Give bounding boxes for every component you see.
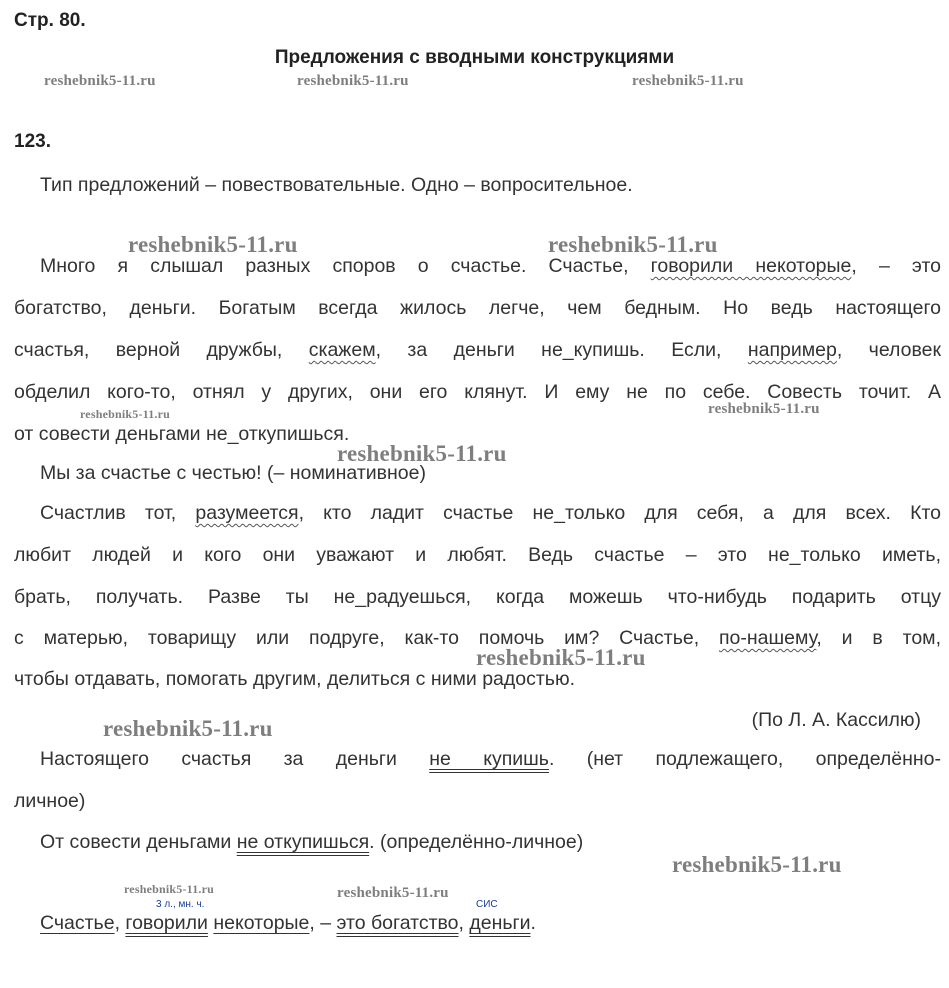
text-line: обделил кого-то, отнял у других, они его клянут. И ему не по себе. Совесть точит. А — [14, 381, 941, 403]
watermark: reshebnik5-11.ru — [708, 401, 820, 417]
page-number: Стр. 80. — [14, 10, 86, 31]
introductory-word: разумеется — [195, 502, 299, 524]
analysis-line: От совести деньгами не откупишься. (определённо-личное) — [40, 831, 584, 853]
introductory-word: например — [747, 339, 837, 361]
watermark: reshebnik5-11.ru — [672, 852, 842, 877]
grammar-note: СИС — [476, 899, 498, 910]
predicate: деньги — [469, 912, 531, 934]
watermark: reshebnik5-11.ru — [297, 73, 409, 89]
text-line: с матерью, товарищу или подруге, как-то помочь им? Счастье, по-нашему, и в том, — [14, 627, 941, 649]
text-line: от совести деньгами не_откупишься. — [14, 423, 350, 445]
text-line: счастья, верной дружбы, скажем, за деньги не_купишь. Если, например, человек — [14, 339, 941, 361]
introductory-word: по-нашему — [718, 627, 817, 649]
watermark: reshebnik5-11.ru — [476, 645, 646, 670]
introductory-phrase: говорили некоторые — [650, 255, 852, 277]
analysis-line: личное) — [14, 790, 86, 812]
analysis-line: Настоящего счастья за деньги не купишь. (нет подлежащего, определённо- — [40, 748, 941, 770]
grammar-note: 3 л., мн. ч. — [156, 899, 205, 910]
watermark: reshebnik5-11.ru — [80, 407, 170, 421]
text-line: любит людей и кого они уважают и любят. Ведь счастье – это не_только иметь, — [14, 544, 941, 566]
watermark: reshebnik5-11.ru — [548, 232, 718, 257]
watermark: reshebnik5-11.ru — [44, 73, 156, 89]
predicate: это богатство — [336, 912, 459, 934]
watermark: reshebnik5-11.ru — [632, 73, 744, 89]
page-title: Предложения с вводными конструкциями — [274, 47, 675, 68]
text-line: чтобы отдавать, помогать другим, делиться с ними радостью. — [14, 668, 575, 690]
text-line: брать, получать. Разве ты не_радуешься, когда можешь что-нибудь подарить отцу — [14, 586, 941, 608]
watermark: reshebnik5-11.ru — [103, 716, 273, 741]
text-line: Мы за счастье с честью! (– номинативное) — [40, 462, 426, 484]
watermark: reshebnik5-11.ru — [128, 232, 298, 257]
text-line: богатство, деньги. Богатым всегда жилось легче, чем бедным. Но ведь настоящего — [14, 297, 941, 319]
source-attribution: (По Л. А. Кассилю) — [751, 709, 921, 731]
introductory-subject: некоторые — [213, 912, 310, 934]
text-line: Много я слышал разных споров о счастье. Счастье, говорили некоторые, – это — [40, 255, 942, 277]
watermark: reshebnik5-11.ru — [124, 882, 214, 896]
watermark: reshebnik5-11.ru — [337, 441, 507, 466]
introductory-word: скажем — [308, 339, 376, 361]
exercise-number: 123. — [14, 131, 51, 152]
intro-line: Тип предложений – повествовательные. Одно – вопросительное. — [40, 174, 633, 196]
predicate: не купишь — [429, 748, 549, 770]
introductory-predicate: говорили — [125, 912, 208, 934]
parsed-sentence: Счастье, говорили некоторые, – это богатство, деньги. — [40, 912, 536, 934]
predicate: не откупишься — [236, 831, 370, 853]
subject: Счастье — [40, 912, 115, 934]
text-line: Счастлив тот, разумеется, кто ладит счастье не_только для себя, а для всех. Кто — [40, 502, 942, 524]
watermark: reshebnik5-11.ru — [337, 885, 449, 901]
